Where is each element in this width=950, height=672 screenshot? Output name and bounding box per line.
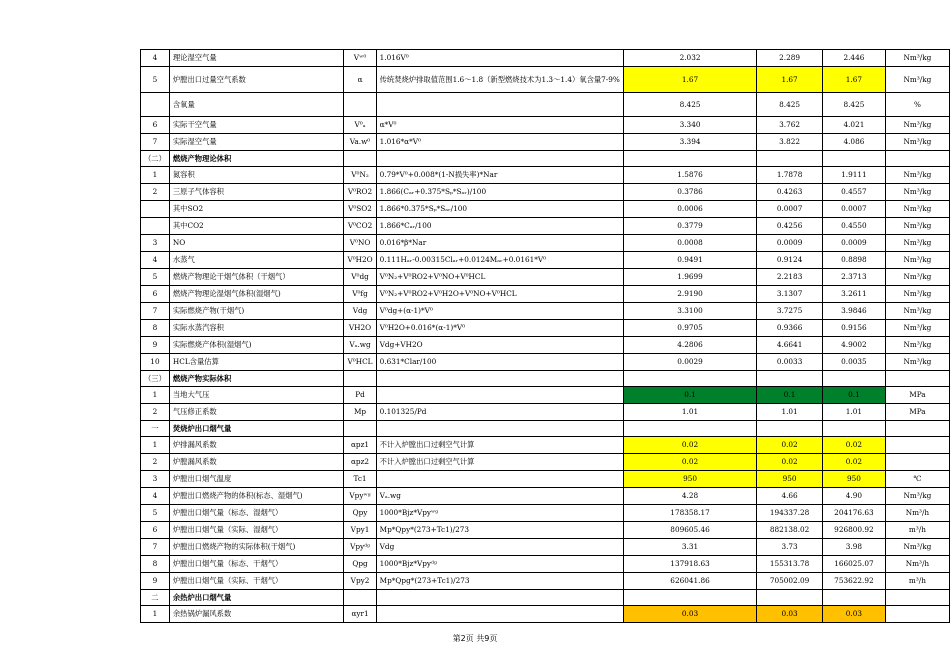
section-number: 二 xyxy=(141,590,170,606)
value-case-3: 3.2611 xyxy=(822,286,885,303)
table-row xyxy=(141,404,950,421)
value-case-1: 8.425 xyxy=(623,93,756,117)
formula: 0.631*Clar/100 xyxy=(376,354,623,371)
item-name: 其中SO2 xyxy=(169,201,344,218)
table-row xyxy=(141,93,950,117)
empty-cell xyxy=(344,151,376,167)
value-case-3: 166025.07 xyxy=(822,556,885,573)
empty-cell xyxy=(376,151,623,167)
value-case-3: 0.02 xyxy=(822,437,885,454)
empty-cell xyxy=(344,371,376,387)
table-row xyxy=(141,67,950,93)
value-case-1: 1.9699 xyxy=(623,269,756,286)
row-number: 8 xyxy=(141,556,170,573)
formula: 1.866(Cₐᵣ+0.375*Sₚ*Sₐᵣ)/100 xyxy=(376,184,623,201)
table-row xyxy=(141,573,950,590)
formula: 0.79*V⁰+0.008*(1-N损失率)*Nar xyxy=(376,167,623,184)
value-case-2: 8.425 xyxy=(757,93,823,117)
unit: Nm³/kg xyxy=(885,134,949,151)
formula: 1.016*α*V⁰ xyxy=(376,134,623,151)
formula: 传统焚烧炉排取值范围1.6～1.8（新型燃烧技术为1.3～1.4）氧含量7-9% xyxy=(376,67,623,93)
item-name: 余热锅炉漏风系数 xyxy=(169,606,344,623)
unit: Nm³/kg xyxy=(885,117,949,134)
value-case-1: 1.01 xyxy=(623,404,756,421)
table-row xyxy=(141,387,950,404)
empty-cell xyxy=(757,371,823,387)
item-name: 炉膛出口燃烧产物的体积(标态、湿烟气) xyxy=(169,488,344,505)
section-number: （二） xyxy=(141,151,170,167)
symbol: V⁰NO xyxy=(344,235,376,252)
symbol: V⁰fg xyxy=(344,286,376,303)
value-case-1: 0.0008 xyxy=(623,235,756,252)
value-case-2: 3.1307 xyxy=(757,286,823,303)
row-number: 6 xyxy=(141,286,170,303)
item-name: 气压修正系数 xyxy=(169,404,344,421)
unit: m³/h xyxy=(885,573,949,590)
value-case-3: 4.086 xyxy=(822,134,885,151)
formula xyxy=(376,606,623,623)
formula: 0.101325/Pd xyxy=(376,404,623,421)
value-case-1: 0.0006 xyxy=(623,201,756,218)
formula: 1.016V⁰ xyxy=(376,50,623,67)
value-case-2: 0.4263 xyxy=(757,184,823,201)
empty-cell xyxy=(822,421,885,437)
value-case-3: 950 xyxy=(822,471,885,488)
section-title: 焚烧炉出口烟气量 xyxy=(169,421,344,437)
table-row xyxy=(141,454,950,471)
symbol: α xyxy=(344,67,376,93)
row-number: 5 xyxy=(141,505,170,522)
row-number: 9 xyxy=(141,337,170,354)
value-case-2: 155313.78 xyxy=(757,556,823,573)
symbol: Qpy xyxy=(344,505,376,522)
value-case-3: 8.425 xyxy=(822,93,885,117)
unit: % xyxy=(885,93,949,117)
row-number xyxy=(141,201,170,218)
table-row xyxy=(141,235,950,252)
symbol: V⁰dg xyxy=(344,269,376,286)
table-row xyxy=(141,539,950,556)
table-row xyxy=(141,505,950,522)
formula: Vdg+VH2O xyxy=(376,337,623,354)
table-row xyxy=(141,184,950,201)
symbol: Vₐ.wg xyxy=(344,337,376,354)
unit: Nm³/kg xyxy=(885,320,949,337)
value-case-2: 1.01 xyxy=(757,404,823,421)
item-name: 水蒸气 xyxy=(169,252,344,269)
row-number: 6 xyxy=(141,522,170,539)
table-row xyxy=(141,354,950,371)
symbol: Vpy1 xyxy=(344,522,376,539)
table-row xyxy=(141,218,950,235)
section-title: 燃烧产物实际体积 xyxy=(169,371,344,387)
empty-cell xyxy=(623,590,756,606)
unit: m³/h xyxy=(885,522,949,539)
table-row xyxy=(141,522,950,539)
symbol: αpz2 xyxy=(344,454,376,471)
value-case-2: 3.7275 xyxy=(757,303,823,320)
value-case-3: 3.98 xyxy=(822,539,885,556)
item-name: 炉膛出口烟气温度 xyxy=(169,471,344,488)
value-case-1: 0.3779 xyxy=(623,218,756,235)
symbol: Va.w⁰ xyxy=(344,134,376,151)
table-row xyxy=(141,337,950,354)
value-case-2: 0.1 xyxy=(757,387,823,404)
empty-cell xyxy=(344,590,376,606)
value-case-2: 0.9124 xyxy=(757,252,823,269)
symbol: V⁰CO2 xyxy=(344,218,376,235)
section-number: 一 xyxy=(141,421,170,437)
unit: Nm³/kg xyxy=(885,218,949,235)
formula: 0.016*β*Nar xyxy=(376,235,623,252)
row-number: 6 xyxy=(141,117,170,134)
unit xyxy=(885,454,949,471)
value-case-2: 2.289 xyxy=(757,50,823,67)
unit: MPa xyxy=(885,387,949,404)
table-row xyxy=(141,286,950,303)
value-case-2: 194337.28 xyxy=(757,505,823,522)
value-case-1: 0.9705 xyxy=(623,320,756,337)
formula: V⁰N₂+V⁰RO2+V⁰H2O+V⁰NO+V⁰HCL xyxy=(376,286,623,303)
formula: Mp*Qpy*(273+Tc1)/273 xyxy=(376,522,623,539)
value-case-2: 2.2183 xyxy=(757,269,823,286)
row-number: 5 xyxy=(141,67,170,93)
value-case-2: 950 xyxy=(757,471,823,488)
row-number xyxy=(141,218,170,235)
row-number: 7 xyxy=(141,539,170,556)
unit: Nm³/kg xyxy=(885,201,949,218)
item-name: 实际水蒸汽容积 xyxy=(169,320,344,337)
formula: 1.866*0.375*Sₚ*Sₐᵣ/100 xyxy=(376,201,623,218)
row-number: 5 xyxy=(141,269,170,286)
unit: Nm³/kg xyxy=(885,286,949,303)
value-case-3: 0.0035 xyxy=(822,354,885,371)
value-case-2: 4.6641 xyxy=(757,337,823,354)
item-name: 炉膛出口烟气量（标态、干烟气） xyxy=(169,556,344,573)
unit: Nm³/kg xyxy=(885,269,949,286)
value-case-2: 4.66 xyxy=(757,488,823,505)
item-name: 含氧量 xyxy=(169,93,344,117)
item-name: 实际燃烧产物(干烟气) xyxy=(169,303,344,320)
row-number: 3 xyxy=(141,471,170,488)
unit: Nm³/kg xyxy=(885,67,949,93)
table-row xyxy=(141,320,950,337)
item-name: 炉膛出口过量空气系数 xyxy=(169,67,344,93)
value-case-3: 204176.63 xyxy=(822,505,885,522)
table-row xyxy=(141,117,950,134)
item-name: 燃烧产物理论干烟气体积（干烟气） xyxy=(169,269,344,286)
symbol: Vpyᵈᵍ xyxy=(344,539,376,556)
value-case-1: 3.31 xyxy=(623,539,756,556)
symbol: V⁰ₐ xyxy=(344,117,376,134)
symbol: Vpy2 xyxy=(344,573,376,590)
value-case-3: 1.9111 xyxy=(822,167,885,184)
empty-cell xyxy=(822,371,885,387)
table-row xyxy=(141,471,950,488)
value-case-1: 4.28 xyxy=(623,488,756,505)
row-number: 10 xyxy=(141,354,170,371)
value-case-1: 1.67 xyxy=(623,67,756,93)
row-number: 1 xyxy=(141,387,170,404)
section-title: 燃烧产物理论体积 xyxy=(169,151,344,167)
section-header-row xyxy=(141,421,950,437)
row-number: 2 xyxy=(141,184,170,201)
section-title: 余热炉出口烟气量 xyxy=(169,590,344,606)
item-name: 三原子气体容积 xyxy=(169,184,344,201)
table-row xyxy=(141,252,950,269)
table-row xyxy=(141,606,950,623)
value-case-2: 1.7878 xyxy=(757,167,823,184)
item-name: NO xyxy=(169,235,344,252)
value-case-3: 4.021 xyxy=(822,117,885,134)
empty-cell xyxy=(757,151,823,167)
formula: α*V⁰ xyxy=(376,117,623,134)
unit: Nm³/kg xyxy=(885,167,949,184)
row-number: 7 xyxy=(141,303,170,320)
symbol: Pd xyxy=(344,387,376,404)
value-case-1: 809605.46 xyxy=(623,522,756,539)
table-row xyxy=(141,303,950,320)
formula: 1000*Bjz*Vpyʷᵍ xyxy=(376,505,623,522)
value-case-1: 0.02 xyxy=(623,437,756,454)
unit: Nm³/kg xyxy=(885,184,949,201)
formula: 0.111Hₐᵣ-0.00315Clₐᵣ+0.0124Mₐᵣ+0.0161*V⁰ xyxy=(376,252,623,269)
row-number: 1 xyxy=(141,606,170,623)
value-case-3: 926800.92 xyxy=(822,522,885,539)
unit: Nm³/kg xyxy=(885,488,949,505)
item-name: 燃烧产物理论湿烟气体积(湿烟气) xyxy=(169,286,344,303)
empty-cell xyxy=(757,421,823,437)
unit xyxy=(885,606,949,623)
value-case-2: 0.0007 xyxy=(757,201,823,218)
value-case-1: 3.3100 xyxy=(623,303,756,320)
symbol: V⁰H2O xyxy=(344,252,376,269)
symbol: Mp xyxy=(344,404,376,421)
item-name: 炉膛出口燃烧产物的实际体积(干烟气) xyxy=(169,539,344,556)
symbol: V⁰SO2 xyxy=(344,201,376,218)
formula xyxy=(376,93,623,117)
unit: Nm³/h xyxy=(885,505,949,522)
symbol: Qpg xyxy=(344,556,376,573)
empty-cell xyxy=(623,151,756,167)
value-case-3: 0.9156 xyxy=(822,320,885,337)
unit: Nm³/kg xyxy=(885,539,949,556)
item-name: 炉膛出口烟气量（实际、湿烟气） xyxy=(169,522,344,539)
empty-cell xyxy=(885,371,949,387)
value-case-1: 3.394 xyxy=(623,134,756,151)
unit: Nm³/kg xyxy=(885,303,949,320)
value-case-1: 2.032 xyxy=(623,50,756,67)
symbol: Vpyʷᵍ xyxy=(344,488,376,505)
formula xyxy=(376,471,623,488)
value-case-2: 0.03 xyxy=(757,606,823,623)
table-row xyxy=(141,556,950,573)
row-number: 4 xyxy=(141,50,170,67)
symbol: αpz1 xyxy=(344,437,376,454)
row-number: 2 xyxy=(141,454,170,471)
empty-cell xyxy=(623,371,756,387)
row-number: 1 xyxy=(141,437,170,454)
value-case-2: 1.67 xyxy=(757,67,823,93)
item-name: 当地大气压 xyxy=(169,387,344,404)
table-row xyxy=(141,201,950,218)
value-case-2: 3.762 xyxy=(757,117,823,134)
row-number: 4 xyxy=(141,488,170,505)
value-case-1: 2.9190 xyxy=(623,286,756,303)
unit: Nm³/kg xyxy=(885,354,949,371)
value-case-3: 4.9002 xyxy=(822,337,885,354)
symbol: αyr1 xyxy=(344,606,376,623)
item-name: 实际燃烧产体积(湿烟气) xyxy=(169,337,344,354)
section-header-row xyxy=(141,371,950,387)
value-case-1: 3.340 xyxy=(623,117,756,134)
value-case-3: 1.67 xyxy=(822,67,885,93)
empty-cell xyxy=(376,371,623,387)
formula: V⁰H2O+0.016*(α-1)*V⁰ xyxy=(376,320,623,337)
value-case-3: 0.0007 xyxy=(822,201,885,218)
value-case-1: 0.0029 xyxy=(623,354,756,371)
value-case-1: 0.1 xyxy=(623,387,756,404)
unit: Nm³/kg xyxy=(885,252,949,269)
empty-cell xyxy=(376,421,623,437)
unit: Nm³/kg xyxy=(885,337,949,354)
item-name: 实际湿空气量 xyxy=(169,134,344,151)
table-row xyxy=(141,488,950,505)
formula: Vdg xyxy=(376,539,623,556)
formula: V⁰dg+(α-1)*V⁰ xyxy=(376,303,623,320)
empty-cell xyxy=(885,421,949,437)
value-case-1: 178358.17 xyxy=(623,505,756,522)
value-case-2: 0.02 xyxy=(757,437,823,454)
value-case-3: 753622.92 xyxy=(822,573,885,590)
value-case-3: 0.4557 xyxy=(822,184,885,201)
empty-cell xyxy=(822,590,885,606)
row-number: 1 xyxy=(141,167,170,184)
empty-cell xyxy=(623,421,756,437)
empty-cell xyxy=(344,421,376,437)
value-case-2: 3.822 xyxy=(757,134,823,151)
row-number: 9 xyxy=(141,573,170,590)
item-name: 理论湿空气量 xyxy=(169,50,344,67)
page-footer: 第2页 共9页 xyxy=(452,634,498,643)
value-case-3: 0.02 xyxy=(822,454,885,471)
symbol: V⁰HCL xyxy=(344,354,376,371)
table-row xyxy=(141,437,950,454)
value-case-1: 0.03 xyxy=(623,606,756,623)
symbol: V⁰RO2 xyxy=(344,184,376,201)
row-number: 7 xyxy=(141,134,170,151)
empty-cell xyxy=(376,590,623,606)
value-case-2: 705002.09 xyxy=(757,573,823,590)
unit xyxy=(885,437,949,454)
row-number: 3 xyxy=(141,235,170,252)
item-name: 实际干空气量 xyxy=(169,117,344,134)
value-case-2: 0.02 xyxy=(757,454,823,471)
formula: 1000*Bjz*Vpyᵈᵍ xyxy=(376,556,623,573)
value-case-1: 1.5876 xyxy=(623,167,756,184)
item-name: 炉膛出口烟气量（实际、干烟气） xyxy=(169,573,344,590)
value-case-2: 882138.02 xyxy=(757,522,823,539)
value-case-3: 0.8898 xyxy=(822,252,885,269)
value-case-1: 950 xyxy=(623,471,756,488)
value-case-3: 0.03 xyxy=(822,606,885,623)
item-name: 炉膛出口烟气量（标态、湿烟气） xyxy=(169,505,344,522)
value-case-1: 137918.63 xyxy=(623,556,756,573)
empty-cell xyxy=(822,151,885,167)
table-row xyxy=(141,269,950,286)
value-case-3: 0.0009 xyxy=(822,235,885,252)
symbol xyxy=(344,93,376,117)
unit: ℃ xyxy=(885,471,949,488)
formula: 1.866*Cₐᵣ/100 xyxy=(376,218,623,235)
value-case-1: 626041.86 xyxy=(623,573,756,590)
value-case-2: 0.9366 xyxy=(757,320,823,337)
value-case-2: 3.73 xyxy=(757,539,823,556)
formula: V⁰N₂+V⁰RO2+V⁰NO+V⁰HCL xyxy=(376,269,623,286)
unit: Nm³/h xyxy=(885,556,949,573)
value-case-1: 0.3786 xyxy=(623,184,756,201)
formula: Vₐ.wg xyxy=(376,488,623,505)
table-row xyxy=(141,134,950,151)
symbol: Tc1 xyxy=(344,471,376,488)
unit: MPa xyxy=(885,404,949,421)
formula: Mp*Qpg*(273+Tc1)/273 xyxy=(376,573,623,590)
item-name: 炉排漏风系数 xyxy=(169,437,344,454)
formula: 不计入炉膛出口过剩空气计算 xyxy=(376,454,623,471)
section-number: （三） xyxy=(141,371,170,387)
row-number: 2 xyxy=(141,404,170,421)
value-case-1: 4.2806 xyxy=(623,337,756,354)
table-row xyxy=(141,167,950,184)
item-name: HCL含量估算 xyxy=(169,354,344,371)
calculation-table xyxy=(140,49,950,623)
value-case-3: 2.3713 xyxy=(822,269,885,286)
row-number: 4 xyxy=(141,252,170,269)
value-case-2: 0.0009 xyxy=(757,235,823,252)
value-case-3: 3.9846 xyxy=(822,303,885,320)
empty-cell xyxy=(757,590,823,606)
row-number: 8 xyxy=(141,320,170,337)
section-header-row xyxy=(141,151,950,167)
value-case-3: 4.90 xyxy=(822,488,885,505)
value-case-2: 0.0033 xyxy=(757,354,823,371)
symbol: Vdg xyxy=(344,303,376,320)
value-case-3: 0.1 xyxy=(822,387,885,404)
item-name: 炉膛漏风系数 xyxy=(169,454,344,471)
section-header-row xyxy=(141,590,950,606)
value-case-1: 0.9491 xyxy=(623,252,756,269)
empty-cell xyxy=(885,590,949,606)
empty-cell xyxy=(885,151,949,167)
row-number xyxy=(141,93,170,117)
symbol: Vʷ⁰ xyxy=(344,50,376,67)
value-case-3: 0.4550 xyxy=(822,218,885,235)
formula xyxy=(376,387,623,404)
unit: Nm³/kg xyxy=(885,235,949,252)
symbol: VH2O xyxy=(344,320,376,337)
value-case-3: 2.446 xyxy=(822,50,885,67)
item-name: 氮容积 xyxy=(169,167,344,184)
symbol: V⁰N₂ xyxy=(344,167,376,184)
unit: Nm³/kg xyxy=(885,50,949,67)
item-name: 其中CO2 xyxy=(169,218,344,235)
formula: 不计入炉膛出口过剩空气计算 xyxy=(376,437,623,454)
value-case-2: 0.4256 xyxy=(757,218,823,235)
table-row xyxy=(141,50,950,67)
value-case-3: 1.01 xyxy=(822,404,885,421)
value-case-1: 0.02 xyxy=(623,454,756,471)
